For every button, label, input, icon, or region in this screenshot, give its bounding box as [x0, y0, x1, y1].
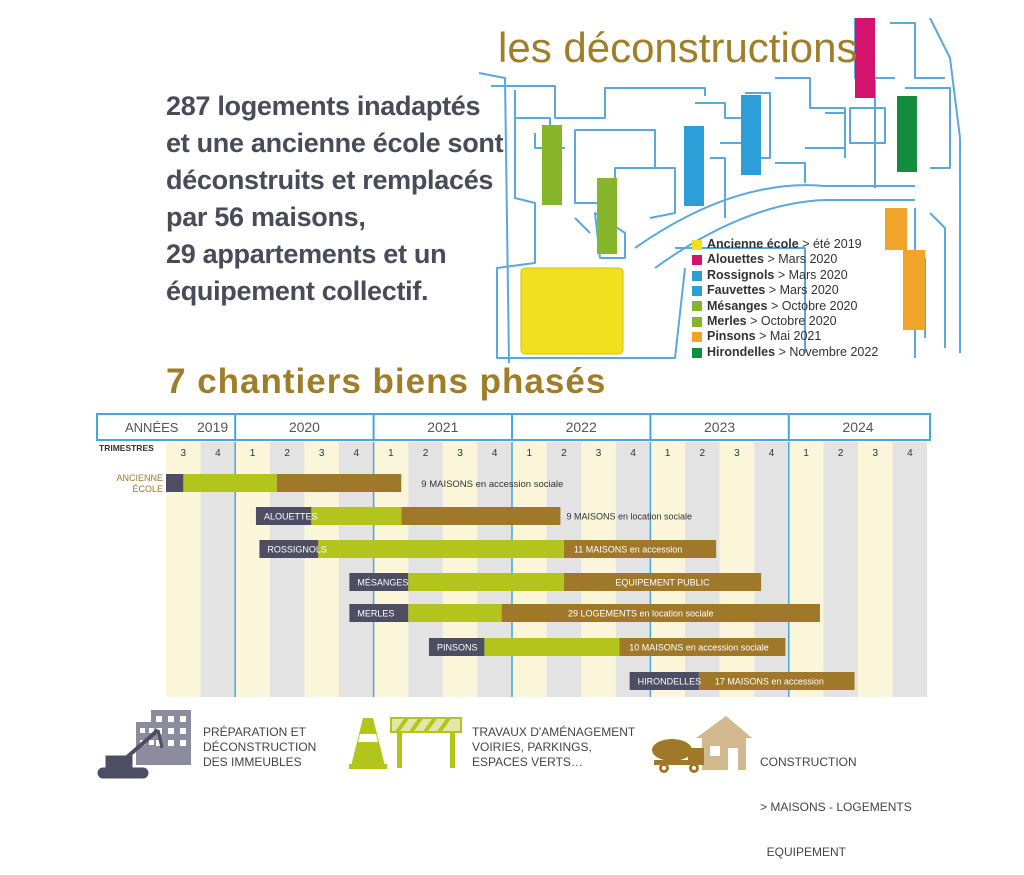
- quarter-label: 1: [526, 448, 533, 459]
- legend-date: > Mars 2020: [767, 252, 838, 267]
- year-label: 2024: [842, 419, 874, 435]
- gantt-title: 7 chantiers biens phasés: [166, 362, 607, 401]
- intro-line: déconstruits et remplacés: [166, 165, 494, 195]
- legend-line: ESPACES VERTS…: [472, 755, 583, 769]
- row-label: HIRONDELLES: [637, 676, 702, 687]
- quarter-label: 2: [422, 448, 429, 459]
- quarter-label: 1: [803, 448, 809, 459]
- years-label: ANNÉES: [125, 420, 179, 435]
- legend-construction: [760, 725, 912, 875]
- quarter-label: 1: [249, 448, 256, 459]
- legend-name: Merles: [707, 314, 747, 329]
- quarter-label: 1: [388, 448, 394, 459]
- legend-line: DES IMMEUBLES: [203, 755, 302, 769]
- row-label: ALOUETTES: [263, 511, 318, 522]
- quarter-label: 2: [284, 448, 290, 459]
- bar-preparation: [166, 474, 183, 492]
- bar-travaux: [408, 573, 564, 591]
- legend-name: Rossignols: [707, 267, 775, 282]
- quarters-label: TRIMESTRES: [99, 443, 154, 453]
- row-note: 17 MAISONS en accession: [714, 676, 824, 687]
- quarter-label: 2: [561, 448, 567, 459]
- legend-date: > Octobre 2020: [770, 298, 858, 313]
- legend-line: PRÉPARATION ET: [203, 725, 306, 739]
- demolition-icon: [96, 708, 196, 780]
- quarter-column: [685, 442, 720, 697]
- legend-line: DÉCONSTRUCTION: [203, 740, 317, 754]
- quarter-label: 3: [872, 448, 879, 459]
- intro-line: par 56 maisons,: [166, 202, 366, 232]
- row-note: 29 LOGEMENTS en location sociale: [567, 608, 714, 619]
- year-label: 2021: [427, 419, 459, 435]
- quarter-column: [581, 442, 616, 697]
- row-label: ANCIENNE ÉCOLE: [116, 473, 163, 494]
- year-label: 2020: [288, 419, 320, 435]
- quarter-label: 1: [664, 448, 671, 459]
- bar-travaux: [183, 474, 276, 492]
- year-label: 2019: [197, 419, 229, 435]
- year-label: 2022: [565, 419, 597, 435]
- quarter-label: 4: [215, 448, 221, 459]
- quarter-column: [754, 442, 789, 697]
- quarter-column: [720, 442, 755, 697]
- intro-line: 29 appartements et un: [166, 239, 447, 269]
- legend-date: > Mars 2020: [777, 267, 848, 282]
- row-note: 11 MAISONS en accession: [573, 544, 683, 555]
- legend-name: Hirondelles: [707, 344, 776, 359]
- row-label: ROSSIGNOLS: [267, 544, 327, 555]
- row-note: EQUIPEMENT PUBLIC: [615, 577, 710, 588]
- row-label: MÉSANGES: [357, 577, 409, 588]
- quarter-column: [650, 442, 685, 697]
- row-label: PINSONS: [436, 642, 478, 653]
- legend-name: Pinsons: [707, 329, 756, 344]
- quarter-label: 4: [768, 448, 775, 459]
- intro-line: et une ancienne école sont: [166, 128, 504, 158]
- legend-line: CONSTRUCTION: [760, 755, 857, 769]
- quarter-label: 2: [699, 448, 706, 459]
- bar-travaux: [311, 507, 401, 525]
- quarter-label: 3: [318, 448, 325, 459]
- row-label: MERLES: [357, 608, 395, 619]
- quarter-column: [858, 442, 893, 697]
- bar-travaux: [318, 540, 564, 558]
- quarter-label: 4: [907, 448, 913, 459]
- legend-date: > Novembre 2022: [778, 344, 879, 359]
- legend-name: Fauvettes: [707, 283, 766, 298]
- row-note: 9 MAISONS en accession sociale: [421, 479, 564, 490]
- quarter-label: 4: [353, 448, 360, 459]
- quarter-column: [893, 442, 928, 697]
- legend-preparation: [203, 725, 316, 770]
- construction-icon: [650, 712, 754, 774]
- bar-construction: [401, 507, 560, 525]
- quarter-column: [823, 442, 858, 697]
- legend-line: TRAVAUX D'AMÉNAGEMENT: [472, 725, 636, 739]
- quarter-label: 3: [734, 448, 740, 459]
- quarter-column: [616, 442, 651, 697]
- legend-line: VOIRIES, PARKINGS,: [472, 740, 592, 754]
- quarter-label: 2: [837, 448, 844, 459]
- legend-line: > MAISONS - LOGEMENTS: [760, 800, 912, 814]
- row-note: 9 MAISONS en location sociale: [566, 511, 693, 522]
- quarter-label: 4: [630, 448, 636, 459]
- bar-travaux: [408, 604, 501, 622]
- legend-travaux: [472, 725, 635, 770]
- intro-line: équipement collectif.: [166, 276, 429, 306]
- legend-name: Mésanges: [707, 298, 768, 313]
- legend-line: EQUIPEMENT: [760, 845, 847, 859]
- quarter-label: 4: [491, 448, 498, 459]
- page-title: les déconstructions: [498, 24, 858, 71]
- legend-date: > Octobre 2020: [750, 314, 837, 329]
- legend-date: > Mai 2021: [759, 329, 822, 344]
- row-note: 10 MAISONS en accession sociale: [629, 642, 769, 653]
- legend-name: Alouettes: [707, 252, 764, 267]
- quarter-label: 3: [457, 448, 463, 459]
- year-label: 2023: [704, 419, 736, 435]
- intro-line: 287 logements inadaptés: [166, 91, 481, 121]
- quarter-label: 3: [180, 448, 187, 459]
- quarter-column: [789, 442, 824, 697]
- legend-name: Ancienne école: [707, 237, 799, 251]
- quarter-label: 3: [595, 448, 602, 459]
- roadworks-icon: [345, 712, 465, 772]
- legend-date: > Mars 2020: [768, 283, 839, 298]
- legend-date: > été 2019: [802, 237, 862, 251]
- bar-construction: [277, 474, 402, 492]
- bar-travaux: [484, 638, 619, 656]
